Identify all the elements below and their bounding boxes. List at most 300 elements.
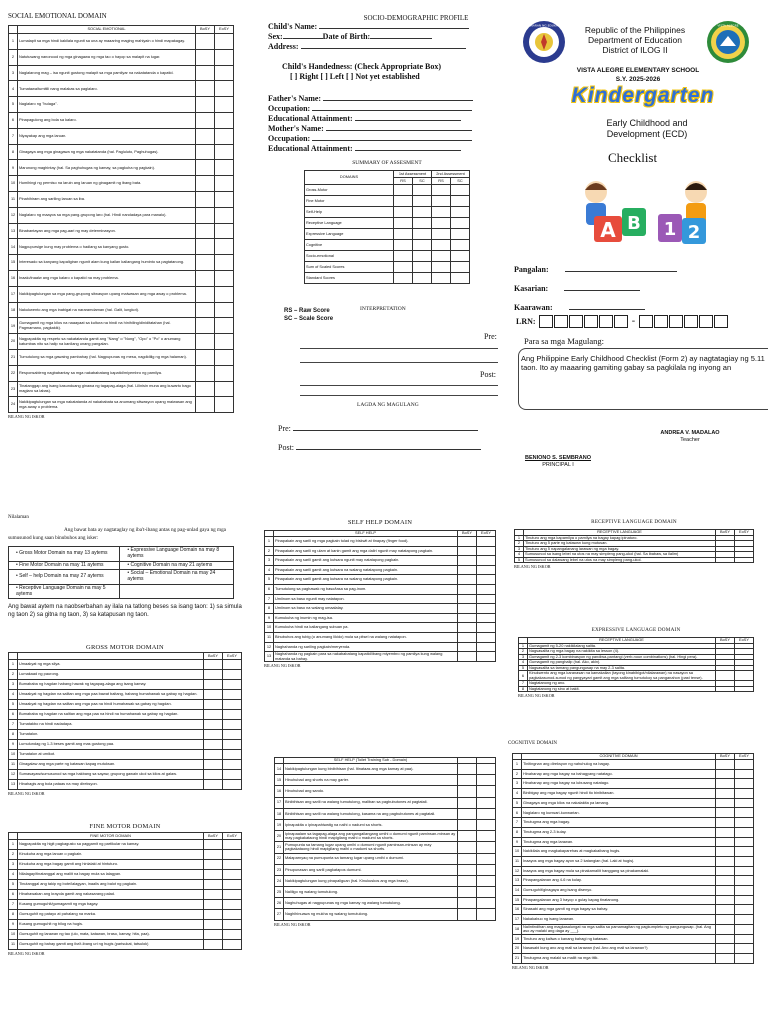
bosy-score-cell[interactable]	[458, 775, 477, 786]
bosy-score-cell[interactable]	[716, 671, 735, 681]
eosy-score-cell[interactable]	[215, 255, 234, 271]
bosy-score-cell[interactable]	[716, 876, 735, 886]
table-row	[9, 700, 242, 710]
bosy-score-cell[interactable]	[458, 652, 477, 662]
eosy-score-cell[interactable]	[223, 780, 242, 790]
eosy-score-cell[interactable]	[215, 381, 234, 397]
col-eosy: EoSY	[477, 531, 496, 537]
bosy-score-cell[interactable]	[196, 65, 215, 81]
bosy-score-cell[interactable]	[196, 270, 215, 286]
eosy-score-cell[interactable]	[477, 864, 496, 875]
bosy-score-cell[interactable]	[196, 223, 215, 239]
eosy-score-cell[interactable]	[223, 910, 242, 920]
lrn-digit-box[interactable]	[654, 315, 668, 328]
summary-score-cell[interactable]	[451, 251, 470, 262]
eosy-score-cell[interactable]	[223, 840, 242, 850]
eosy-score-cell[interactable]	[735, 798, 754, 808]
eosy-score-cell[interactable]	[477, 887, 496, 898]
bosy-score-cell[interactable]	[204, 930, 223, 940]
summary-score-cell[interactable]	[432, 218, 451, 229]
eosy-score-cell[interactable]	[477, 775, 496, 786]
bosy-score-cell[interactable]	[196, 128, 215, 144]
bosy-score-cell[interactable]	[458, 623, 477, 633]
eosy-score-cell[interactable]	[477, 797, 496, 808]
eosy-score-cell[interactable]	[735, 876, 754, 886]
eosy-score-cell[interactable]	[223, 740, 242, 750]
eosy-score-cell[interactable]	[735, 769, 754, 779]
eosy-score-cell[interactable]	[223, 760, 242, 770]
bosy-score-cell[interactable]	[716, 905, 735, 915]
eosy-score-cell[interactable]	[735, 686, 754, 691]
bosy-score-cell[interactable]	[458, 786, 477, 797]
row-number: 3	[9, 65, 18, 81]
bosy-score-cell[interactable]	[458, 864, 477, 875]
bosy-score-cell[interactable]	[196, 302, 215, 318]
bosy-score-cell[interactable]	[196, 381, 215, 397]
bosy-score-cell[interactable]	[204, 740, 223, 750]
summary-score-cell[interactable]	[432, 273, 451, 284]
eosy-score-cell[interactable]	[477, 786, 496, 797]
eosy-score-cell[interactable]	[735, 954, 754, 964]
eosy-score-cell[interactable]	[223, 850, 242, 860]
eosy-score-cell[interactable]	[735, 779, 754, 789]
item-text: Pinapakain ang sarili gamit ang kutsara ngunit may natatapong pagkain.	[274, 556, 458, 566]
eosy-score-cell[interactable]	[215, 286, 234, 302]
summary-score-cell[interactable]	[432, 207, 451, 218]
eosy-score-cell[interactable]	[735, 827, 754, 837]
eosy-score-cell[interactable]	[735, 905, 754, 915]
child-name-field[interactable]	[319, 28, 469, 29]
lrn-digit-box[interactable]	[684, 315, 698, 328]
eosy-score-cell[interactable]	[477, 808, 496, 819]
eosy-score-cell[interactable]	[223, 870, 242, 880]
lagda-pre-label: Pre:	[278, 424, 291, 433]
eosy-score-cell[interactable]	[477, 623, 496, 633]
eosy-score-cell[interactable]	[477, 652, 496, 662]
summary-score-cell[interactable]	[432, 262, 451, 273]
eosy-score-cell[interactable]	[223, 720, 242, 730]
bosy-score-cell[interactable]	[204, 730, 223, 740]
summary-score-cell[interactable]	[394, 240, 413, 251]
eosy-score-cell[interactable]	[215, 191, 234, 207]
bosy-score-cell[interactable]	[204, 860, 223, 870]
bosy-score-cell[interactable]	[716, 885, 735, 895]
summary-score-cell[interactable]	[432, 229, 451, 240]
lrn-digit-box[interactable]	[699, 315, 713, 328]
bosy-score-cell[interactable]	[458, 875, 477, 886]
bosy-score-cell[interactable]	[204, 770, 223, 780]
handedness-options[interactable]: [ ] Right [ ] Left [ ] Not yet established	[290, 72, 420, 81]
bosy-score-cell[interactable]	[716, 944, 735, 954]
lrn-digit-box[interactable]	[584, 315, 598, 328]
bosy-score-cell[interactable]	[204, 900, 223, 910]
summary-score-cell[interactable]	[413, 218, 432, 229]
table-row	[265, 594, 496, 604]
bosy-score-cell[interactable]	[196, 349, 215, 365]
bosy-score-cell[interactable]	[716, 847, 735, 857]
bosy-score-cell[interactable]	[458, 797, 477, 808]
eosy-score-cell[interactable]	[477, 575, 496, 585]
summary-score-cell[interactable]	[451, 185, 470, 196]
eosy-score-cell[interactable]	[477, 875, 496, 886]
bosy-score-cell[interactable]	[458, 613, 477, 623]
summary-score-cell[interactable]	[432, 196, 451, 207]
lagda-pre-field[interactable]	[293, 430, 478, 431]
bosy-score-cell[interactable]	[458, 887, 477, 898]
bosy-score-cell[interactable]	[204, 890, 223, 900]
eosy-score-cell[interactable]	[215, 239, 234, 255]
lrn-digit-box[interactable]	[714, 315, 728, 328]
bosy-score-cell[interactable]	[716, 827, 735, 837]
eosy-score-cell[interactable]	[215, 302, 234, 318]
dob-field[interactable]	[370, 38, 432, 39]
row-number: 23	[9, 381, 18, 397]
summary-score-cell[interactable]	[432, 185, 451, 196]
lrn-digit-box[interactable]	[554, 315, 568, 328]
bosy-score-cell[interactable]	[196, 286, 215, 302]
item-text: Humihingi ng permiso na laruin ang laruan ng ginagamit ng ibang bata.	[18, 176, 196, 192]
bosy-score-cell[interactable]	[204, 690, 223, 700]
education-field[interactable]	[355, 120, 461, 121]
table-row	[265, 565, 496, 575]
eosy-score-cell[interactable]	[477, 764, 496, 775]
expressive-table	[518, 637, 754, 692]
bosy-score-cell[interactable]	[716, 808, 735, 818]
interpretation-line[interactable]	[300, 395, 498, 396]
address-field[interactable]	[301, 48, 466, 49]
bosy-score-cell[interactable]	[196, 318, 215, 334]
eosy-score-cell[interactable]	[477, 584, 496, 594]
summary-domain: Self-Help	[305, 207, 394, 218]
eosy-score-cell[interactable]	[223, 680, 242, 690]
summary-score-cell[interactable]	[394, 218, 413, 229]
bosy-score-cell[interactable]	[204, 940, 223, 950]
table-row	[9, 65, 234, 81]
eosy-score-cell[interactable]	[215, 318, 234, 334]
row-number: 4	[9, 870, 18, 880]
eosy-score-cell[interactable]	[215, 81, 234, 97]
bosy-score-cell[interactable]	[196, 144, 215, 160]
bosy-score-cell[interactable]	[196, 97, 215, 113]
eosy-score-cell[interactable]	[477, 546, 496, 556]
bosy-score-cell[interactable]	[204, 750, 223, 760]
bosy-score-cell[interactable]	[716, 856, 735, 866]
col-eosy: EoSY	[735, 754, 754, 760]
eosy-score-cell[interactable]	[735, 915, 754, 925]
eosy-score-cell[interactable]	[223, 730, 242, 740]
summary-score-cell[interactable]	[394, 196, 413, 207]
lrn-digit-box[interactable]	[639, 315, 653, 328]
pangalan-field[interactable]	[565, 271, 677, 272]
item-text: Pinapakain ang sarili ng mga pagkain tulad ng biskwit at tinapay (finger food).	[274, 537, 458, 547]
bosy-score-cell[interactable]	[716, 837, 735, 847]
bosy-score-cell[interactable]	[458, 556, 477, 566]
eosy-score-cell[interactable]	[215, 223, 234, 239]
bosy-score-cell[interactable]	[458, 594, 477, 604]
lrn-digit-box[interactable]	[669, 315, 683, 328]
summary-score-cell[interactable]	[413, 196, 432, 207]
bosy-score-cell[interactable]	[458, 842, 477, 853]
domain-count-item: • Gross Motor Domain na may 13 aytems	[9, 547, 120, 562]
eosy-score-cell[interactable]	[215, 397, 234, 413]
bosy-score-cell[interactable]	[716, 818, 735, 828]
mother-field[interactable]	[326, 130, 472, 131]
eosy-score-cell[interactable]	[477, 604, 496, 614]
eosy-score-cell[interactable]	[215, 365, 234, 381]
eosy-score-cell[interactable]	[215, 49, 234, 65]
occupation-field[interactable]	[312, 140, 472, 141]
eosy-score-cell[interactable]	[223, 670, 242, 680]
eosy-score-cell[interactable]	[477, 819, 496, 830]
bosy-score-cell[interactable]	[716, 789, 735, 799]
eosy-score-cell[interactable]	[223, 750, 242, 760]
bosy-score-cell[interactable]	[196, 49, 215, 65]
eosy-score-cell[interactable]	[735, 895, 754, 905]
lrn-digit-box[interactable]	[599, 315, 613, 328]
table-row	[9, 930, 242, 940]
bosy-score-cell[interactable]	[196, 334, 215, 350]
bosy-score-cell[interactable]	[204, 840, 223, 850]
eosy-score-cell[interactable]	[477, 594, 496, 604]
bosy-score-cell[interactable]	[458, 584, 477, 594]
bosy-score-cell[interactable]	[458, 909, 477, 920]
bosy-score-cell[interactable]	[196, 255, 215, 271]
bosy-score-cell[interactable]	[716, 798, 735, 808]
bosy-score-cell[interactable]	[458, 831, 477, 842]
bosy-score-cell[interactable]	[196, 239, 215, 255]
eosy-score-cell[interactable]	[223, 890, 242, 900]
eosy-score-cell[interactable]	[477, 898, 496, 909]
item-text: Kumukuha ng inumin ng mag-isa.	[274, 613, 458, 623]
bosy-score-cell[interactable]	[204, 760, 223, 770]
eosy-score-cell[interactable]	[735, 808, 754, 818]
eosy-score-cell[interactable]	[477, 842, 496, 853]
table-row	[513, 769, 754, 779]
summary-score-cell[interactable]	[394, 207, 413, 218]
bosy-score-cell[interactable]	[716, 866, 735, 876]
bosy-score-cell[interactable]	[204, 850, 223, 860]
eosy-score-cell[interactable]	[215, 34, 234, 50]
table-row	[513, 915, 754, 925]
kasarian-label: Kasarian:	[514, 284, 549, 293]
bosy-score-cell[interactable]	[716, 686, 735, 691]
summary-score-cell[interactable]	[413, 273, 432, 284]
bosy-score-cell[interactable]	[716, 954, 735, 964]
lrn-digit-box[interactable]	[539, 315, 553, 328]
bosy-score-cell[interactable]	[196, 207, 215, 223]
bosy-score-cell[interactable]	[716, 779, 735, 789]
row-number: 3	[265, 556, 274, 566]
eosy-score-cell[interactable]	[735, 856, 754, 866]
eosy-score-cell[interactable]	[735, 885, 754, 895]
eosy-score-cell[interactable]	[223, 920, 242, 930]
eosy-score-cell[interactable]	[735, 847, 754, 857]
summary-score-cell[interactable]	[394, 185, 413, 196]
summary-score-cell[interactable]	[451, 207, 470, 218]
bosy-score-cell[interactable]	[458, 898, 477, 909]
eosy-score-cell[interactable]	[477, 831, 496, 842]
bosy-score-cell[interactable]	[196, 81, 215, 97]
summary-score-cell[interactable]	[413, 251, 432, 262]
eosy-score-cell[interactable]	[223, 710, 242, 720]
col-bosy: BoSY	[204, 653, 223, 660]
eosy-score-cell[interactable]	[215, 334, 234, 350]
eosy-score-cell[interactable]	[477, 537, 496, 547]
summary-score-cell[interactable]	[451, 218, 470, 229]
col-eosy: EoSY	[223, 833, 242, 840]
summary-score-cell[interactable]	[394, 251, 413, 262]
bosy-score-cell[interactable]	[204, 910, 223, 920]
eosy-score-cell[interactable]	[215, 270, 234, 286]
eosy-score-cell[interactable]	[223, 660, 242, 670]
summary-score-cell[interactable]	[413, 229, 432, 240]
bosy-score-cell[interactable]	[204, 680, 223, 690]
eosy-score-cell[interactable]	[735, 789, 754, 799]
bosy-score-cell[interactable]	[458, 565, 477, 575]
interpretation-line[interactable]	[300, 362, 498, 363]
bosy-score-cell[interactable]	[458, 604, 477, 614]
summary-score-cell[interactable]	[451, 273, 470, 284]
bosy-score-cell[interactable]	[204, 710, 223, 720]
eosy-score-cell[interactable]	[735, 866, 754, 876]
bosy-score-cell[interactable]	[716, 760, 735, 770]
eosy-score-cell[interactable]	[223, 940, 242, 950]
bosy-score-cell[interactable]	[196, 176, 215, 192]
summary-score-cell[interactable]	[451, 240, 470, 251]
eosy-score-cell[interactable]	[223, 930, 242, 940]
eosy-score-cell[interactable]	[215, 207, 234, 223]
bosy-score-cell[interactable]	[458, 632, 477, 642]
summary-score-cell[interactable]	[413, 262, 432, 273]
eosy-score-cell[interactable]	[215, 349, 234, 365]
eosy-score-cell[interactable]	[735, 671, 754, 681]
svg-text:2: 2	[687, 222, 701, 243]
summary-score-cell[interactable]	[451, 229, 470, 240]
bosy-score-cell[interactable]	[196, 160, 215, 176]
father-field[interactable]	[323, 100, 473, 101]
eosy-score-cell[interactable]	[735, 934, 754, 944]
bosy-score-cell[interactable]	[196, 365, 215, 381]
item-text: Umiinom sa baso ngunit may natatapon.	[274, 594, 458, 604]
bosy-score-cell[interactable]	[196, 191, 215, 207]
sex-field[interactable]	[283, 38, 323, 39]
eosy-score-cell[interactable]	[477, 556, 496, 566]
bosy-score-cell[interactable]	[196, 112, 215, 128]
eosy-score-cell[interactable]	[477, 565, 496, 575]
eosy-score-cell[interactable]	[215, 112, 234, 128]
bosy-score-cell[interactable]	[716, 934, 735, 944]
bosy-score-cell[interactable]	[458, 537, 477, 547]
eosy-score-cell[interactable]	[477, 613, 496, 623]
eosy-score-cell[interactable]	[215, 176, 234, 192]
bosy-score-cell[interactable]	[204, 880, 223, 890]
eosy-score-cell[interactable]	[223, 690, 242, 700]
bosy-score-cell[interactable]	[458, 853, 477, 864]
bosy-score-cell[interactable]	[204, 660, 223, 670]
bosy-score-cell[interactable]	[458, 546, 477, 556]
eosy-score-cell[interactable]	[215, 97, 234, 113]
eosy-score-cell[interactable]	[215, 144, 234, 160]
bosy-score-cell[interactable]	[716, 557, 735, 562]
eosy-score-cell[interactable]	[735, 837, 754, 847]
republic-line: Republic of the Philippines	[584, 25, 686, 35]
bosy-score-cell[interactable]	[716, 769, 735, 779]
bosy-score-cell[interactable]	[458, 764, 477, 775]
eosy-score-cell[interactable]	[215, 128, 234, 144]
table-row	[9, 840, 242, 850]
bosy-score-cell[interactable]	[458, 575, 477, 585]
summary-score-cell[interactable]	[394, 229, 413, 240]
eosy-score-cell[interactable]	[223, 900, 242, 910]
school-block	[548, 66, 728, 84]
summary-score-cell[interactable]	[413, 240, 432, 251]
lrn-digit-box[interactable]	[569, 315, 583, 328]
eosy-score-cell[interactable]	[215, 160, 234, 176]
row-number: 12	[265, 642, 274, 652]
eosy-score-cell[interactable]	[735, 924, 754, 934]
eosy-score-cell[interactable]	[735, 557, 754, 562]
interpretation-line[interactable]	[300, 348, 498, 349]
interpretation-line[interactable]	[300, 385, 498, 386]
summary-score-cell[interactable]	[432, 240, 451, 251]
lrn-digit-box[interactable]	[614, 315, 628, 328]
eosy-score-cell[interactable]	[215, 65, 234, 81]
eosy-score-cell[interactable]	[477, 642, 496, 652]
bosy-score-cell[interactable]	[716, 895, 735, 905]
eosy-score-cell[interactable]	[735, 818, 754, 828]
bosy-score-cell[interactable]	[458, 819, 477, 830]
bosy-score-cell[interactable]	[458, 808, 477, 819]
summary-score-cell[interactable]	[413, 207, 432, 218]
bosy-score-cell[interactable]	[204, 870, 223, 880]
summary-score-cell[interactable]	[451, 196, 470, 207]
bosy-score-cell[interactable]	[716, 915, 735, 925]
eosy-score-cell[interactable]	[477, 909, 496, 920]
kasarian-field[interactable]	[564, 290, 640, 291]
summary-score-cell[interactable]	[413, 185, 432, 196]
bosy-score-cell[interactable]	[204, 920, 223, 930]
col-eosy: EoSY	[735, 638, 754, 644]
summary-score-cell[interactable]	[432, 251, 451, 262]
bosy-score-cell[interactable]	[204, 700, 223, 710]
eosy-score-cell[interactable]	[735, 760, 754, 770]
eosy-score-cell[interactable]	[223, 700, 242, 710]
eosy-score-cell[interactable]	[223, 880, 242, 890]
table-row	[275, 898, 496, 909]
eosy-score-cell[interactable]	[477, 853, 496, 864]
eosy-score-cell[interactable]	[223, 860, 242, 870]
occupation-field[interactable]	[312, 110, 472, 111]
education-field[interactable]	[355, 150, 461, 151]
bosy-score-cell[interactable]	[204, 720, 223, 730]
summary-score-cell[interactable]	[394, 262, 413, 273]
lagda-post-field[interactable]	[296, 449, 481, 450]
bosy-score-cell[interactable]	[196, 397, 215, 413]
bosy-score-cell[interactable]	[204, 780, 223, 790]
bosy-score-cell[interactable]	[458, 642, 477, 652]
item-text: Gumuguhit ng bahay gamit ang iba't-ibang uri ng hugis (parisukat, tatsulok)	[18, 940, 204, 950]
kaarawan-field[interactable]	[569, 309, 645, 310]
summary-score-cell[interactable]	[451, 262, 470, 273]
row-number: 4	[515, 552, 524, 557]
bosy-score-cell[interactable]	[204, 670, 223, 680]
eosy-score-cell[interactable]	[735, 944, 754, 954]
summary-score-cell[interactable]	[394, 273, 413, 284]
eosy-score-cell[interactable]	[477, 632, 496, 642]
bosy-score-cell[interactable]	[716, 924, 735, 934]
bosy-score-cell[interactable]	[196, 34, 215, 50]
eosy-score-cell[interactable]	[223, 770, 242, 780]
